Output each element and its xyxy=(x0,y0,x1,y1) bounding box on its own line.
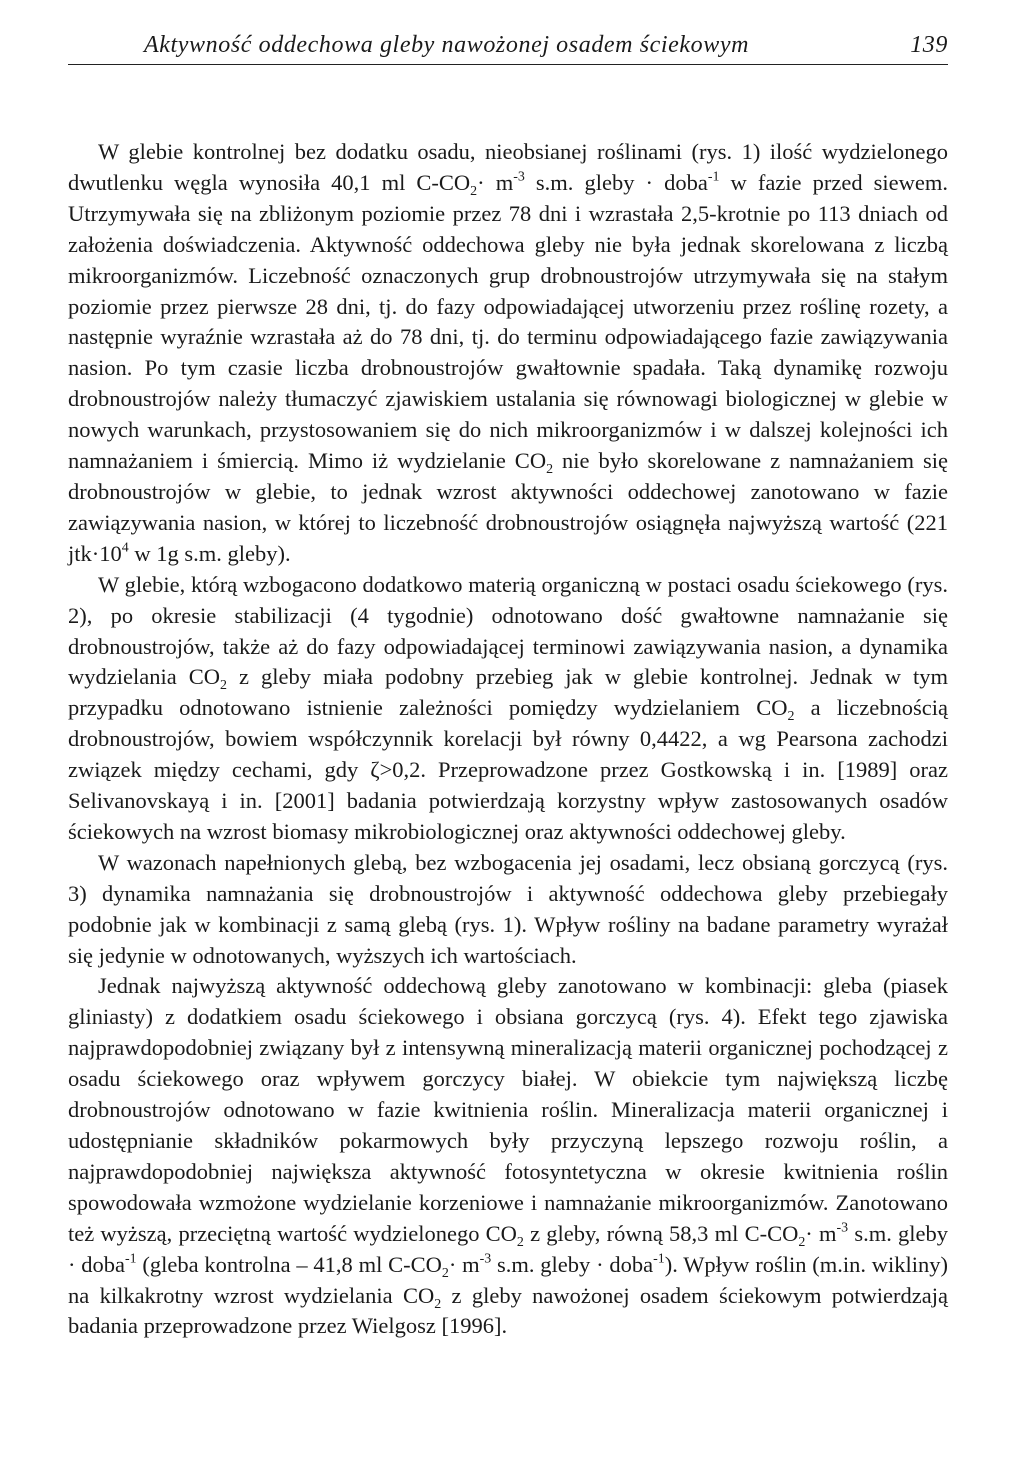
paragraph xyxy=(68,848,948,972)
text-run: s.m. gleby · doba xyxy=(524,169,708,195)
text-run: ). Wpływ roślin (m.in. wikliny) na kilkakrotny wzrost wydzielania CO xyxy=(68,1251,948,1308)
paragraph xyxy=(68,971,948,1342)
text-run: nie było skorelowane z namnażaniem się drobnoustrojów w glebie, to jednak wzrost aktywności oddechowej zanotowano w fazie zawiązywania nasion, w której to liczebność drobnoustrojów osiągnęła najwyższą wartość (221 jtk·10 xyxy=(68,448,948,566)
running-title: Aktywność oddechowa gleby nawożonej osadem ściekowym xyxy=(144,32,750,58)
superscript: -3 xyxy=(836,1219,849,1235)
superscript: 4 xyxy=(121,540,129,556)
text-run: a liczebnością drobnoustrojów, bowiem współczynnik korelacji był równy 0,4422, a wg Pearsona zachodzi związek między cechami, gdy ζ>0,2. Przeprowadzone przez Gostkowską i in. [1989] oraz Selivanovskayą i in. [2001] badania potwierdzają korzystny wpływ zastosowanych osadów ściekowych na wzrost biomasy mikrobiologicznej oraz aktywności oddechowej gleby. xyxy=(68,695,948,844)
superscript: -1 xyxy=(707,169,720,185)
paragraph xyxy=(68,137,948,570)
subscript: 2 xyxy=(546,461,554,477)
text-run: z gleby miała podobny przebieg jak w glebie kontrolnej. Jednak w tym przypadku odnotowano istnienie zależności pomiędzy wydzielaniem CO xyxy=(68,664,948,721)
subscript: 2 xyxy=(219,678,227,694)
subscript: 2 xyxy=(470,183,478,199)
running-header xyxy=(68,30,948,65)
superscript: -3 xyxy=(513,169,525,185)
page xyxy=(68,30,948,1342)
text-run: w 1g s.m. gleby). xyxy=(128,540,291,566)
body-text xyxy=(68,137,948,1342)
superscript: -1 xyxy=(653,1250,665,1266)
text-run: · m xyxy=(805,1220,837,1246)
text-run: W wazonach napełnionych glebą, bez wzbogacenia jej osadami, lecz obsianą gorczycą (rys. 3) dynamika namnażania się drobnoustrojów i aktywność oddechowa gleby przebiegały podobnie jak w kombinacji z samą glebą (rys. 1). Wpływ rośliny na badane parametry wyrażał się jedynie w odnotowanych, wyższych ich wartościach. xyxy=(68,849,948,968)
page-number: 139 xyxy=(910,32,948,58)
paragraph xyxy=(68,570,948,848)
text-run: W glebie kontrolnej bez dodatku osadu, nieobsianej roślinami (rys. 1) ilość wydzielonego dwutlenku węgla wynosiła 40,1 ml C-CO xyxy=(68,139,948,195)
text-run: W glebie, którą wzbogacono dodatkowo materią organiczną w postaci osadu ściekowego (rys. 2), po okresie stabilizacji (4 tygodnie) odnotowano dość gwałtowne namnażanie się drobnoustrojów, także aż do fazy odpowiadającej terminowi zawiązywania nasion, a dynamika wydzielania CO xyxy=(68,571,948,690)
text-run: s.m. gleby · doba xyxy=(491,1251,654,1277)
text-run: Jednak najwyższą aktywność oddechową gleby zanotowano w kombinacji: gleba (piasek gliniasty) z dodatkiem osadu ściekowego i obsiana gorczycą (rys. 4). Efekt tego zjawiska najprawdopodobniej związany był z intensywną mineralizacją materii organicznej pochodzącej z osadu ściekowego oraz wpływem gorczycy białej. W obiekcie tym największą liczbę drobnoustrojów odnotowano w fazie kwitnienia roślin. Mineralizacja materii organicznej i udostępnianie składników pokarmowych były przyczyną lepszego rozwoju roślin, a najprawdopodobniej największa aktywność fotosyntetyczna w okresie kwitnienia roślin spowodowała wzmożone wydzielanie korzeniowe i namnażanie mikroorganizmów. Zanotowano też wyższą, przeciętną wartość wydzielonego CO xyxy=(68,973,948,1246)
text-run: (gleba kontrolna – 41,8 ml C-CO xyxy=(136,1251,442,1277)
subscript: 2 xyxy=(434,1296,442,1312)
subscript: 2 xyxy=(516,1234,524,1250)
text-run: w fazie przed siewem. Utrzymywała się na zbliżonym poziomie przez 78 dni i wzrastała 2,5-krotnie po 113 dniach od założenia doświadczenia. Aktywność oddechowa gleby nie była jednak skorelowana z liczbą mikroorganizmów. Liczebność oznaczonych grup drobnoustrojów utrzymywała się na stałym poziomie przez pierwsze 28 dni, tj. do fazy odpowiadającej utworzeniu przez roślinę rozety, a następnie wyraźnie wzrastała aż do 78 dni, tj. do terminu odpowiadającego fazie zawiązywania nasion. Po tym czasie liczba drobnoustrojów gwałtownie spadała. Taką dynamikę rozwoju drobnoustrojów należy tłumaczyć zjawiskiem ustalania się równowagi biologicznej w glebie w nowych warunkach, przystosowaniem się do nich mikroorganizmów i w dalszej kolejności ich namnażaniem i śmiercią. Mimo iż wydzielanie CO xyxy=(68,169,948,474)
subscript: 2 xyxy=(441,1265,449,1281)
text-run: s.m. gleby · doba xyxy=(68,1220,949,1277)
superscript: -3 xyxy=(479,1250,492,1266)
text-run: z gleby, równą 58,3 ml C-CO xyxy=(523,1220,799,1246)
subscript: 2 xyxy=(787,709,795,725)
superscript: -1 xyxy=(125,1250,137,1266)
text-run: z gleby nawożonej osadem ściekowym potwierdzają badania przeprowadzone przez Wielgosz [1996]. xyxy=(68,1282,948,1339)
subscript: 2 xyxy=(798,1234,806,1250)
text-run: · m xyxy=(448,1251,480,1277)
text-run: · m xyxy=(477,169,514,195)
